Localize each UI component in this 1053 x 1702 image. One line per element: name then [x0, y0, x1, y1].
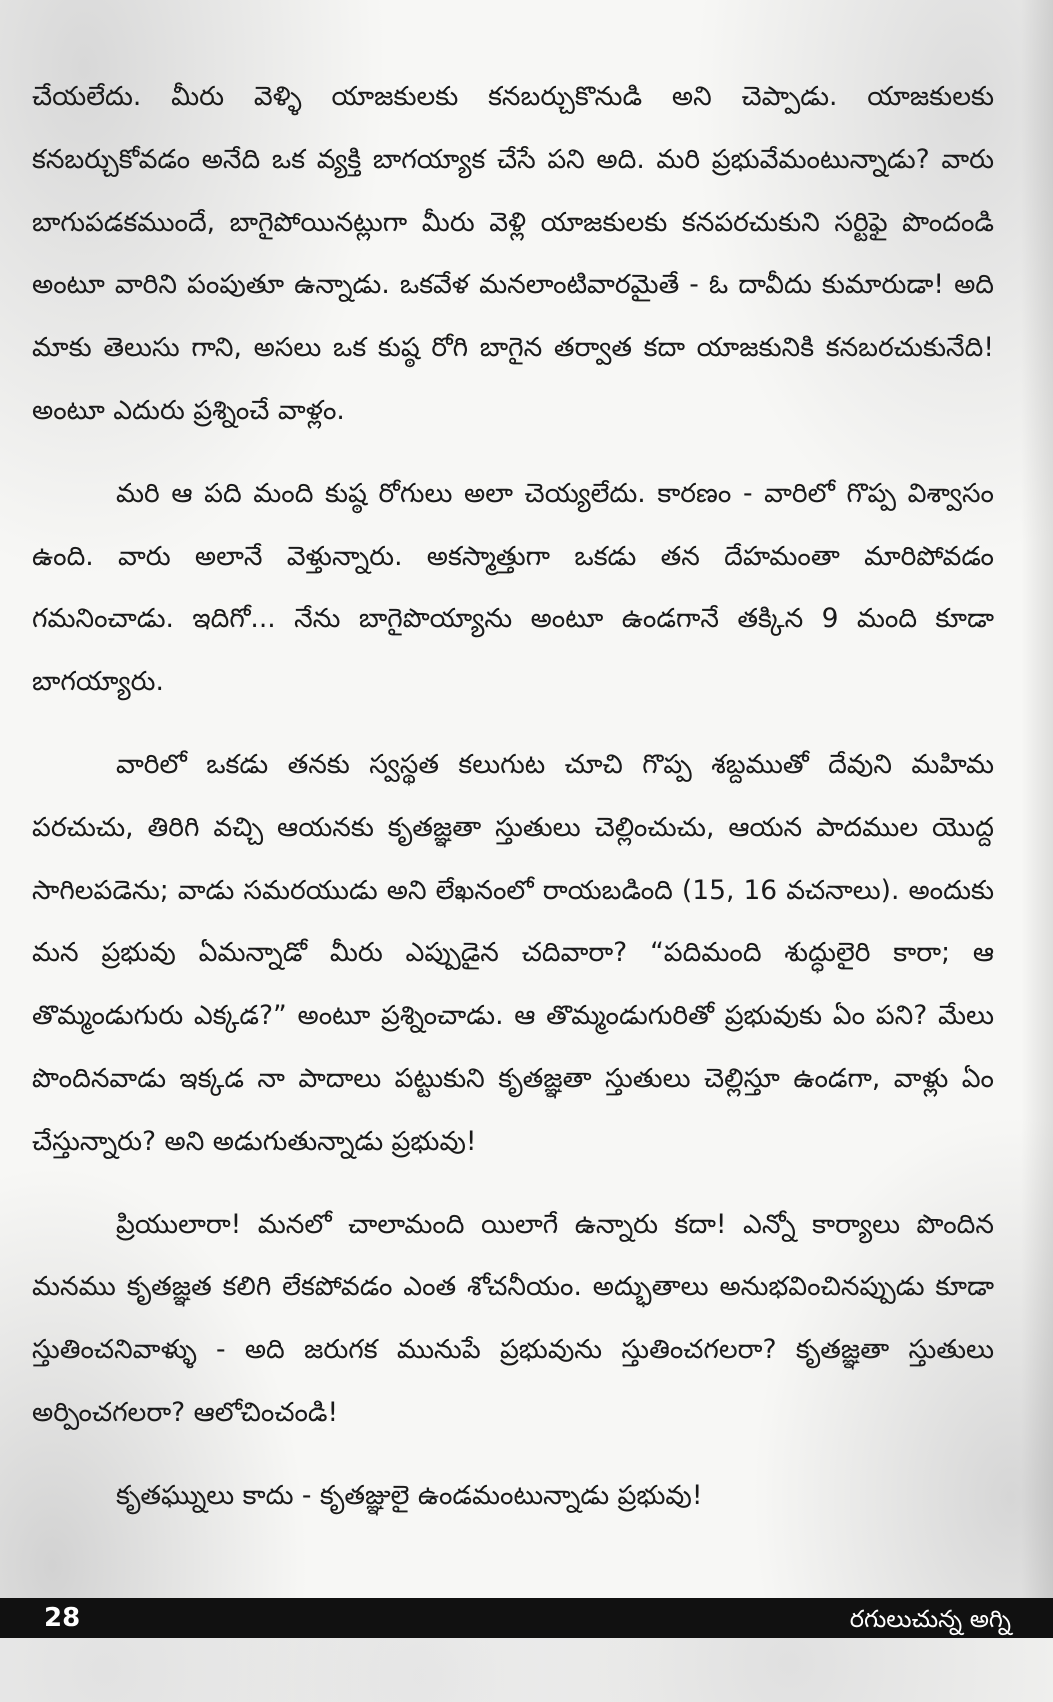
paragraph-samaritan: వారిలో ఒకడు తనకు స్వస్థత కలుగుట చూచి గొప్ప శబ్దముతో దేవుని మహిమ పరచుచు, తిరిగి వచ్చి ఆయనకు కృతజ్ఞతా స్తుతులు చెల్లించుచు, ఆయన పాదముల యొద్ద సాగిలపడెను; వాడు సమరయుడు అని లేఖనంలో రాయబడింది (15, 16 వచనాలు). అందుకు మన ప్రభువు ఏమన్నాడో మీరు ఎప్పుడైన చదివారా? “పదిమంది శుద్ధులైరి కారా; ఆ తొమ్మండుగురు ఎక్కడ?” అంటూ ప్రశ్నించాడు. ఆ తొమ్మండుగురితో ప్రభువుకు ఏం పని? మేలు పొందినవాడు ఇక్కడ నా పాదాలు పట్టుకుని కృతజ్ఞతా స్తుతులు చెల్లిస్తూ ఉండగా, వాళ్లు ఏం చేస్తున్నారు? అని అడుగుతున్నాడు ప్రభువు! [32, 748, 994, 1157]
body-text [32, 66, 994, 1548]
paper-edge-shadow [1021, 0, 1053, 1702]
paragraph-ten-lepers: మరి ఆ పది మంది కుష్ఠ రోగులు అలా చెయ్యలేదు. కారణం - వారిలో గొప్ప విశ్వాసం ఉంది. వారు అలానే వెళ్తున్నారు. అకస్మాత్తుగా ఒకడు తన దేహమంతా మారిపోవడం గమనించాడు. ఇదిగో... నేను బాగైపొయ్యాను అంటూ ఉండగానే తక్కిన 9 మంది కూడా బాగయ్యారు. [32, 477, 994, 698]
bottom-decorative-pattern [0, 1638, 1053, 1702]
paragraph-continued: చేయలేదు. మీరు వెళ్ళి యాజకులకు కనబర్చుకొనుడి అని చెప్పాడు. యాజకులకు కనబర్చుకోవడం అనేది ఒక వ్యక్తి బాగయ్యాక చేసే పని అది. మరి ప్రభువేమంటున్నాడు? వారు బాగుపడకముందే, బాగైపోయినట్లుగా మీరు వెళ్లి యాజకులకు కనపరచుకుని సర్టిఫై పొందండి అంటూ వారిని పంపుతూ ఉన్నాడు. ఒకవేళ మనలాంటివారమైతే - ఓ దావీదు కుమారుడా! అది మాకు తెలుసు గాని, అసలు ఒక కుష్ఠ రోగి బాగైన తర్వాత కదా యాజకునికి కనబరచుకునేది! అంటూ ఎదురు ప్రశ్నించే వాళ్లం. [32, 81, 994, 426]
book-title: రగులుచున్న అగ్ని [849, 1605, 1011, 1633]
page-number: 28 [44, 1603, 81, 1633]
paragraph-beloved: ప్రియులారా! మనలో చాలామంది యిలాగే ఉన్నారు కదా! ఎన్నో కార్యాలు పొందిన మనము కృతజ్ఞత కలిగి లేకపోవడం ఎంత శోచనీయం. అద్భుతాలు అనుభవించినప్పుడు కూడా స్తుతించనివాళ్ళు - అది జరుగక మునుపే ప్రభువును స్తుతించగలరా? కృతజ్ఞతా స్తుతులు అర్పించగలరా? ఆలోచించండి! [32, 1208, 994, 1428]
paragraph-closing: కృతఘ్నులు కాదు - కృతజ్ఞులై ఉండమంటున్నాడు ప్రభువు! [116, 1479, 703, 1511]
